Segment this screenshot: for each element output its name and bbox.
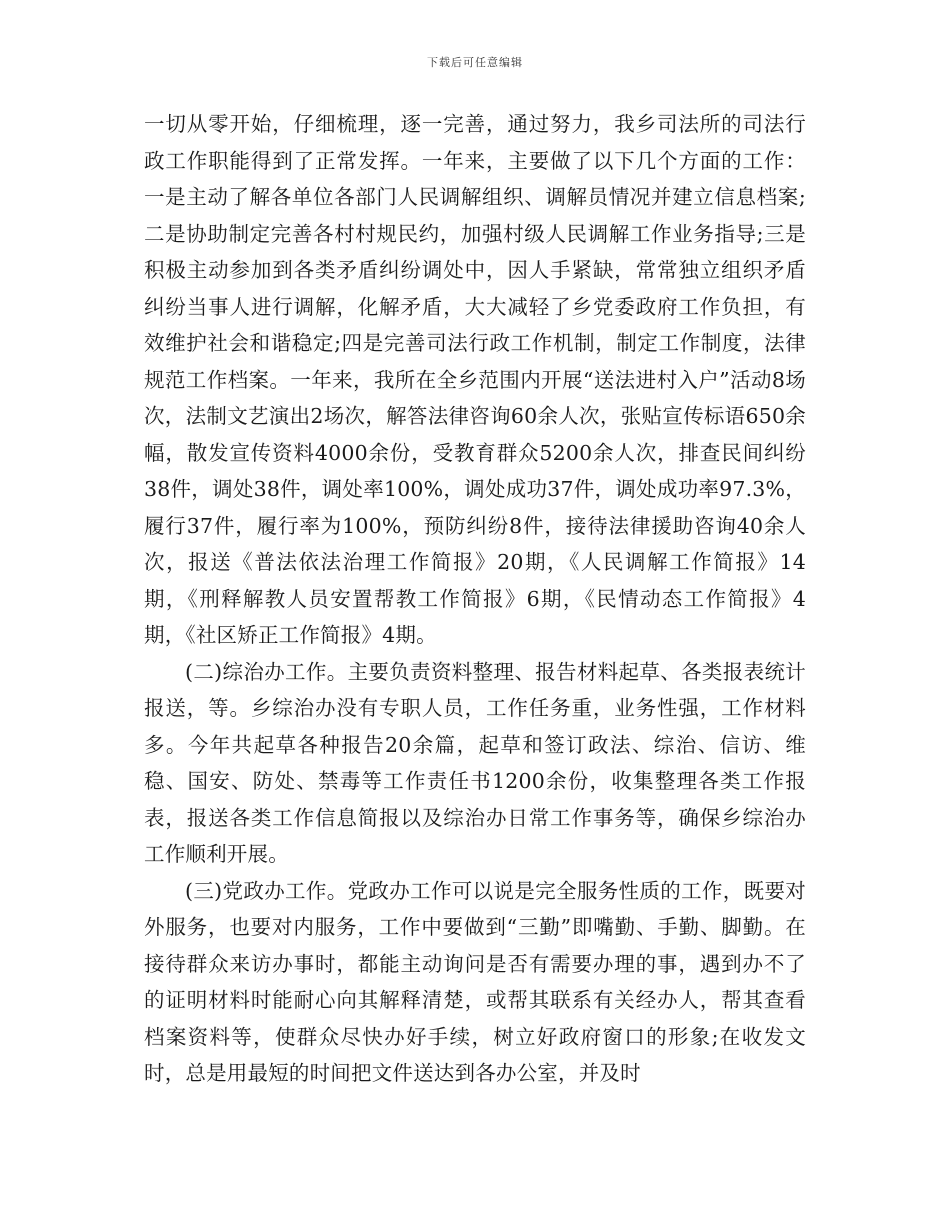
paragraph-2: (二)综治办工作。主要负责资料整理、报告材料起草、各类报表统计报送，等。乡综治办没有专职人员，工作任务重，业务性强，工作材料多。今年共起草各种报告20余篇，起草和签订政法、综治、信访、维稳、国安、防处、禁毒等工作责任书1200余份，收集整理各类工作报表，报送各类工作信息简报以及综治办日常工作事务等，确保乡综治办工作顺利开展。 bbox=[144, 659, 806, 866]
header-note: 下载后可任意编辑 bbox=[427, 56, 523, 69]
document-body bbox=[144, 106, 806, 1092]
paragraph-3: (三)党政办工作。党政办工作可以说是完全服务性质的工作，既要对外服务，也要对内服务，工作中要做到“三勤”即嘴勤、手勤、脚勤。在接待群众来访办事时，都能主动询问是否有需要办理的事，遇到办不了的证明材料时能耐心向其解释清楚，或帮其联系有关经办人，帮其查看档案资料等，使群众尽快办好手续，树立好政府窗口的形象;在收发文时，总是用最短的时间把文件送达到各办公室，并及时 bbox=[144, 878, 806, 1085]
paragraph-1: 一切从零开始，仔细梳理，逐一完善，通过努力，我乡司法所的司法行政工作职能得到了正常发挥。一年来，主要做了以下几个方面的工作：一是主动了解各单位各部门人民调解组织、调解员情况并建立信息档案;二是协助制定完善各村村规民约，加强村级人民调解工作业务指导;三是积极主动参加到各类矛盾纠纷调处中，因人手紧缺，常常独立组织矛盾纠纷当事人进行调解，化解矛盾，大大减轻了乡党委政府工作负担，有效维护社会和谐稳定;四是完善司法行政工作机制，制定工作制度，法律规范工作档案。一年来，我所在全乡范围内开展“送法进村入户”活动8场次，法制文艺演出2场次，解答法律咨询60余人次，张贴宣传标语650余幅，散发宣传资料4000余份，受教育群众5200余人次，排查民间纠纷38件，调处38件，调处率100%，调处成功37件，调处成功率97.3%，履行37件，履行率为100%，预防纠纷8件，接待法律援助咨询40余人次，报送《普法依法治理工作简报》20期，《人民调解工作简报》14期，《刑释解教人员安置帮教工作简报》6期，《民情动态工作简报》4期，《社区矫正工作简报》4期。 bbox=[144, 112, 806, 647]
